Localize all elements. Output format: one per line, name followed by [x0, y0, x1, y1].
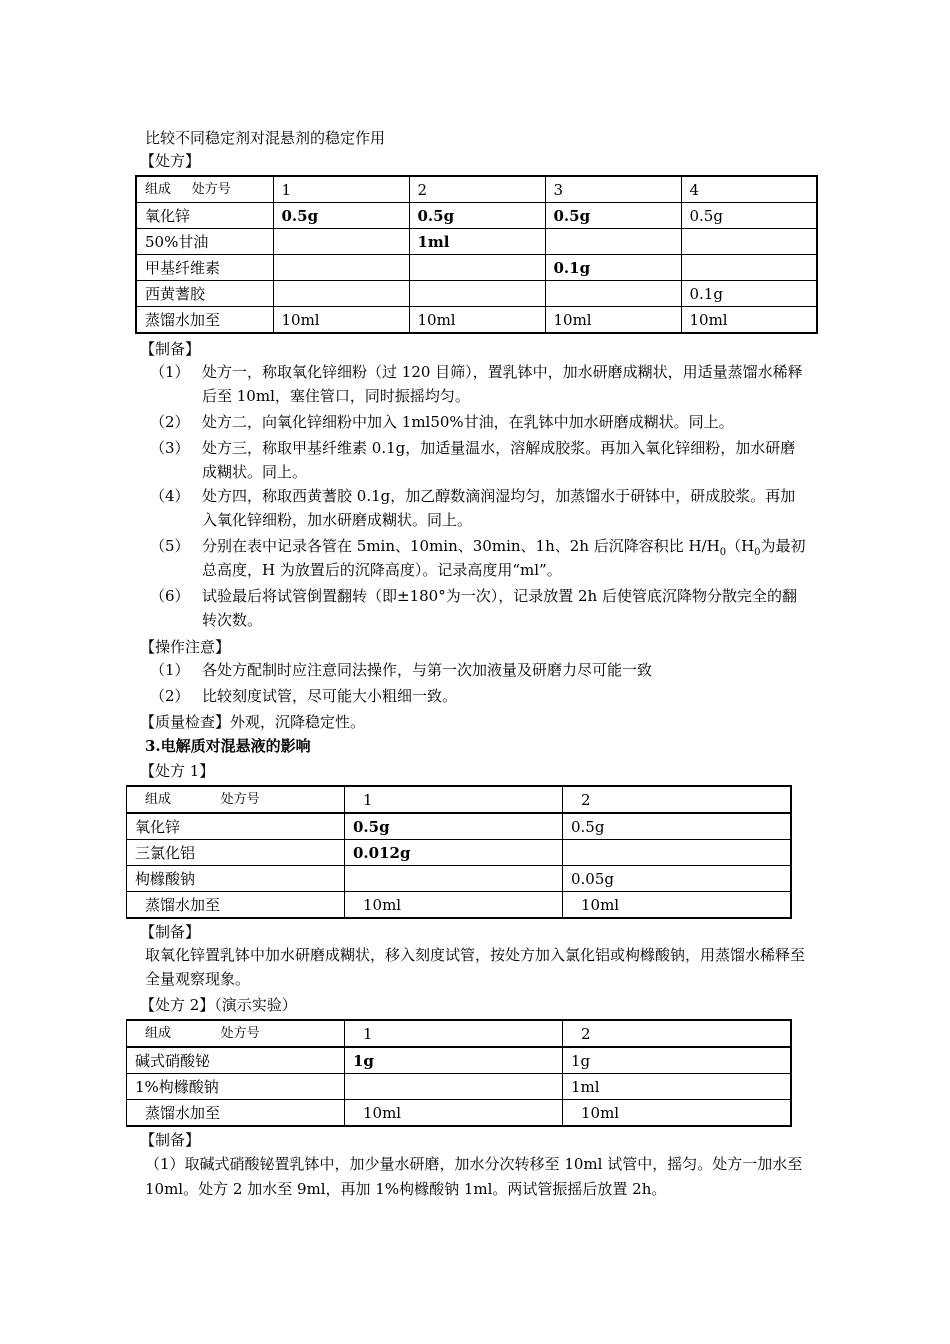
table-cell: 10ml	[273, 307, 409, 334]
row-label: 三氯化铝	[127, 840, 345, 866]
table-cell	[273, 255, 409, 281]
note-number: （2）	[150, 687, 190, 705]
table-cell: 10ml	[345, 892, 563, 919]
table-electrolyte-2	[126, 1019, 792, 1127]
step-text: 处方一，称取氧化锌细粉（过 120 目筛），置乳钵中，加水研磨成糊状，用适量蒸馏水稀释后至 10ml，塞住管口，同时振摇均匀。	[202, 363, 803, 405]
step-text: 处方三，称取甲基纤维素 0.1g，加适量温水，溶解成胶浆。再加入氧化锌细粉，加水研磨成糊状。同上。	[202, 439, 796, 481]
table-header-row	[127, 1020, 791, 1047]
table-cell	[545, 281, 681, 307]
table-cell: 0.5g	[681, 203, 817, 229]
column-header: 3	[545, 176, 681, 203]
notes-heading: 【操作注意】	[140, 638, 231, 656]
prep-step	[150, 484, 815, 532]
table-row	[127, 840, 791, 866]
prep-step	[150, 360, 815, 408]
column-header: 2	[563, 786, 791, 813]
step-text: 试验最后将试管倒置翻转（即±180°为一次），记录放置 2h 后使管底沉降物分散完全的翻转次数。	[202, 587, 797, 629]
table-cell	[273, 281, 409, 307]
column-header: 1	[345, 1020, 563, 1047]
column-header: 1	[345, 786, 563, 813]
table-cell: 0.5g	[409, 203, 545, 229]
table-cell: 0.5g	[273, 203, 409, 229]
step-number: （4）	[150, 487, 190, 505]
table-row	[127, 866, 791, 892]
table-cell: 0.1g	[545, 255, 681, 281]
prep2-text: 取氧化锌置乳钵中加水研磨成糊状，移入刻度试管，按处方加入氯化铝或枸橼酸钠，用蒸馏水稀释至全量观察现象。	[145, 946, 806, 988]
table-cell	[409, 281, 545, 307]
prep-step	[150, 584, 815, 632]
row-label: 氧化锌	[127, 813, 345, 840]
prescription2-heading: 【处方 2】（演示实验）	[140, 996, 297, 1014]
table-cell	[345, 1074, 563, 1100]
row-label: 蒸馏水加至	[136, 307, 273, 334]
row-label: 碱式硝酸铋	[127, 1047, 345, 1074]
table-cell: 0.5g	[563, 813, 791, 840]
section3-title: 3.电解质对混悬液的影响	[145, 737, 311, 755]
table-cell	[273, 229, 409, 255]
table-electrolyte-1	[126, 785, 792, 919]
row-label: 蒸馏水加至	[127, 892, 345, 919]
note-item	[150, 658, 815, 682]
prescription-heading: 【处方】	[140, 152, 201, 170]
row-label: 枸橼酸钠	[127, 866, 345, 892]
prep-step	[150, 534, 815, 582]
column-header: 2	[563, 1020, 791, 1047]
prep3-heading: 【制备】	[140, 1131, 201, 1149]
note-text: 各处方配制时应注意同法操作，与第一次加液量及研磨力尽可能一致	[202, 661, 653, 679]
step-number: （5）	[150, 537, 190, 555]
table-cell: 0.05g	[563, 866, 791, 892]
step-text: 处方二，向氧化锌细粉中加入 1ml50%甘油，在乳钵中加水研磨成糊状。同上。	[202, 413, 734, 431]
step-number: （1）	[150, 363, 190, 381]
row-label: 甲基纤维素	[136, 255, 273, 281]
prep-heading: 【制备】	[140, 340, 201, 358]
table-cell: 10ml	[345, 1100, 563, 1127]
table-cell: 0.5g	[345, 813, 563, 840]
prep2-heading: 【制备】	[140, 923, 201, 941]
column-header: 1	[273, 176, 409, 203]
step-text: 分别在表中记录各管在 5min、10min、30min、1h、2h 后沉降容积比 $H/H_0(H_0$为最初总高度，H 为放置后的沉降高度）。记录高度用“ml”。	[202, 537, 806, 579]
prep-step	[150, 436, 815, 484]
table-cell: 0.5g	[545, 203, 681, 229]
row-label: 西黄蓍胶	[136, 281, 273, 307]
table-row	[136, 229, 817, 255]
column-header: 2	[409, 176, 545, 203]
table-cell	[545, 229, 681, 255]
table-cell: 10ml	[681, 307, 817, 334]
table-cell: 0.1g	[681, 281, 817, 307]
table-cell: 1g	[563, 1047, 791, 1074]
table-row	[136, 281, 817, 307]
table-row	[127, 892, 791, 919]
table-header-row	[127, 786, 791, 813]
step-number: （2）	[150, 413, 190, 431]
table-row	[127, 1074, 791, 1100]
table-cell: 10ml	[545, 307, 681, 334]
table-row	[127, 813, 791, 840]
quality-check: 【质量检查】外观，沉降稳定性。	[140, 713, 366, 731]
table-cell: 1g	[345, 1047, 563, 1074]
note-number: （1）	[150, 661, 190, 679]
table-cell	[563, 840, 791, 866]
step-number: （6）	[150, 587, 190, 605]
step-number: （3）	[150, 439, 190, 457]
table-row	[127, 1047, 791, 1074]
table-stabilizers	[135, 175, 818, 334]
row-label: 蒸馏水加至	[127, 1100, 345, 1127]
table-row	[136, 203, 817, 229]
section-title: 比较不同稳定剂对混悬剂的稳定作用	[145, 129, 386, 147]
prep-step	[150, 410, 815, 434]
table-cell: 1ml	[563, 1074, 791, 1100]
table-cell	[409, 255, 545, 281]
table-cell: 10ml	[563, 1100, 791, 1127]
header-cell: 组成 处方号	[127, 1020, 345, 1047]
row-label: 氧化锌	[136, 203, 273, 229]
header-cell: 组成 处方号	[136, 176, 273, 203]
table-row	[136, 307, 817, 334]
table-cell: 10ml	[409, 307, 545, 334]
note-item	[150, 684, 815, 708]
table-cell	[681, 255, 817, 281]
table-cell: 0.012g	[345, 840, 563, 866]
prep3-text: （1）取碱式硝酸铋置乳钵中，加少量水研磨，加水分次转移至 10ml 试管中，摇匀。处方一加水至 10ml。处方 2 加水至 9ml，再加 1%枸橼酸钠 1ml。两试管振摇后放置 2h。	[145, 1155, 803, 1198]
row-label: 50%甘油	[136, 229, 273, 255]
step-text: 处方四，称取西黄蓍胶 0.1g，加乙醇数滴润湿均匀，加蒸馏水于研钵中，研成胶浆。再加入氧化锌细粉，加水研磨成糊状。同上。	[202, 487, 796, 529]
prescription1-heading: 【处方 1】	[140, 762, 215, 780]
row-label: 1%枸橼酸钠	[127, 1074, 345, 1100]
note-text: 比较刻度试管，尽可能大小粗细一致。	[202, 687, 458, 705]
table-cell: 10ml	[563, 892, 791, 919]
table-row	[136, 255, 817, 281]
table-cell	[345, 866, 563, 892]
table-cell	[681, 229, 817, 255]
header-cell: 组成 处方号	[127, 786, 345, 813]
table-cell: 1ml	[409, 229, 545, 255]
column-header: 4	[681, 176, 817, 203]
table-row	[127, 1100, 791, 1127]
table-header-row	[136, 176, 817, 203]
